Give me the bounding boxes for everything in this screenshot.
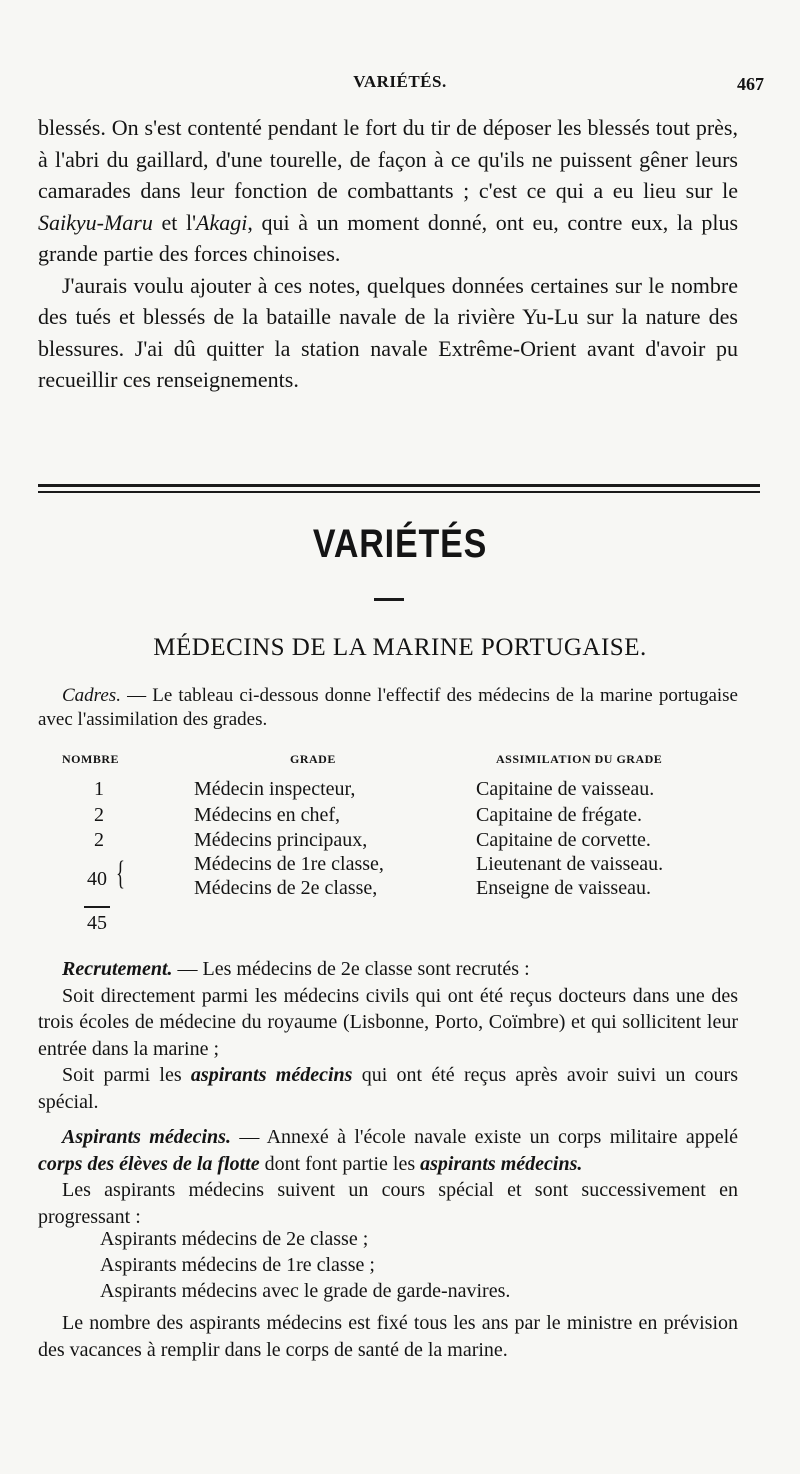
aspirants-label: Aspirants médecins. [62,1126,231,1148]
table-row: 1 Médecin inspecteur, Capitaine de vaisseau. [94,778,655,800]
recrutement-section [38,956,738,1115]
paragraph-2: J'aurais voulu ajouter à ces notes, quelques données certaines sur le nombre des tués et blessés de la bataille navale de la rivière Yu-Lu sur la nature des blessures. J'ai dû quitter la station navale Extrême-Orient avant d'avoir pu recueillir ces renseignements. [38,272,738,392]
table-row: Médecins de 1re classe, Lieutenant de vaisseau. [194,853,664,875]
table-row: 2 Médecins principaux, Capitaine de corvette. [94,829,651,851]
list-item: Aspirants médecins de 1re classe ; [100,1254,375,1276]
p1-seg-4: , qui à un moment donné, ont eu, contre eux, la plus grande partie des forces chinoises. [38,209,739,266]
list-item: Aspirants médecins de 2e classe ; [100,1228,369,1250]
aspirants-p1: Aspirants médecins. — Annexé à l'école navale existe un corps militaire appelé corps des élèves de la flotte dont font partie les aspirants médecins. [38,1126,739,1175]
aspirants-list [100,1226,510,1304]
section-divider [38,484,760,493]
final-paragraph: Le nombre des aspirants médecins est fixé tous les ans par le ministre en prévision des vacances à remplir dans le corps de santé de la marine. [38,1312,738,1361]
ship-name-akagi: Akagi [196,209,248,235]
page-number: 467 [737,74,764,94]
short-divider [374,598,404,601]
recrutement-p2: Soit parmi les aspirants médecins qui ont été reçus après avoir suivi un cours spécial. [38,1064,738,1113]
table-row: Médecins de 2e classe, Enseigne de vaisseau. [194,877,651,899]
running-title: VARIÉTÉS. [353,72,447,91]
section-title: VARIÉTÉS [312,522,488,566]
article-title: MÉDECINS DE LA MARINE PORTUGAISE. [153,634,647,661]
paragraph-1 [38,112,738,270]
table-row: 2 Médecins en chef, Capitaine de frégate. [94,804,643,826]
opening-text [38,112,738,396]
list-item: Aspirants médecins avec le grade de garde-navires. [100,1280,511,1302]
total-rule [84,906,110,908]
aspirants-section [38,1124,738,1230]
header-assimilation: ASSIMILATION DU GRADE [496,752,663,766]
recrutement-p1: Soit directement parmi les médecins civils qui ont été reçus docteurs dans une des trois écoles de médecine du royaume (Lisbonne, Porto, Coïmbre) et qui sollicitent leur entrée dans la marine ; [38,984,738,1060]
cadres-text: — Le tableau ci-dessous donne l'effectif des médecins de la marine portugaise avec l'assimilation des grades. [38,685,738,730]
grouping-brace: { [116,855,125,892]
group-number: 40 [87,868,107,890]
recrutement-intro: Recrutement. — Les médecins de 2e classe sont recrutés : [62,958,530,980]
cadres-label: Cadres. [62,685,121,706]
p1-seg-0: blessés. On s'est contenté pendant le fort du tir de déposer les blessés tout près, à l'abri du gaillard, d'une tourelle, de façon à ce qu'ils ne puissent gêner leurs camarades dans leur fonction de combattants ; c'est ce qui a eu lieu sur le [38,115,738,203]
p1-seg-2: et l' [152,209,197,235]
aspirants-p2: Les aspirants médecins suivent un cours spécial et sont successivement en progressant : [38,1179,738,1228]
cadres-paragraph [38,684,738,732]
header-grade: GRADE [290,752,336,766]
recrutement-label: Recrutement. [62,958,173,980]
running-head [0,72,800,102]
ship-name-saikyu-maru: Saikyu-Maru [38,209,153,235]
table-total: 45 [87,912,107,934]
header-nombre: NOMBRE [62,752,119,766]
